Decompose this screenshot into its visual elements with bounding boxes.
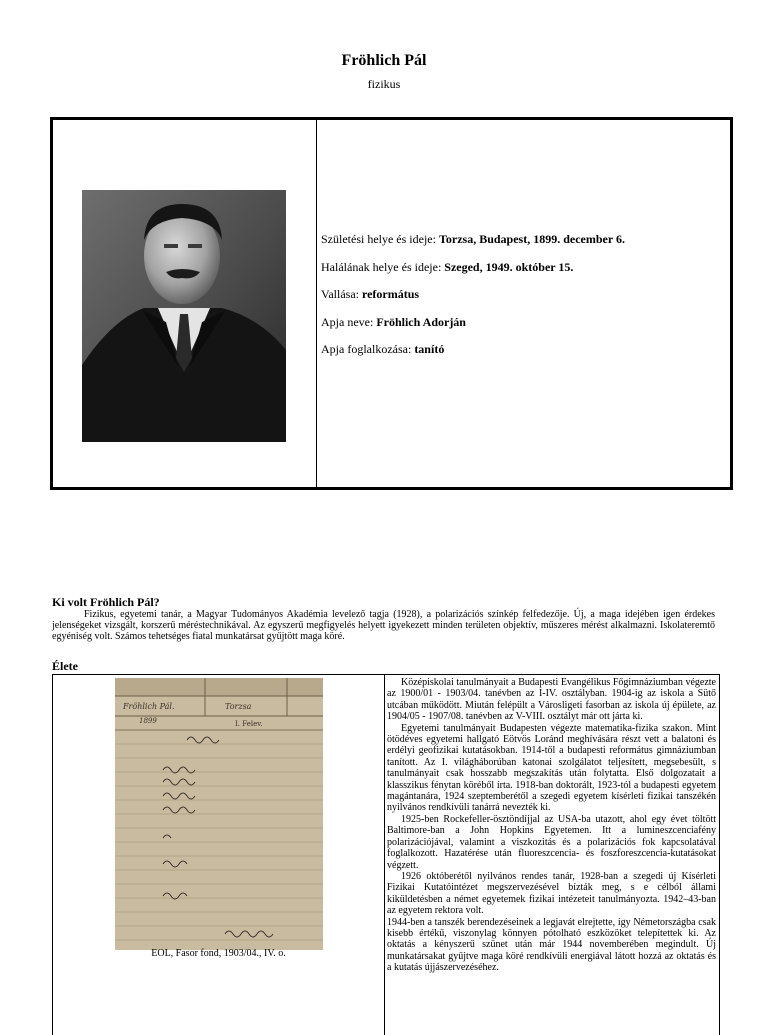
intro-heading: Ki volt Fröhlich Pál? xyxy=(52,595,160,609)
life-paragraph: Középiskolai tanulmányait a Budapesti Evangélikus Főgimnáziumban végezte az 1900/01 - 1903/04. tanévben az I-IV. osztályban. 1904-ig az iskola a Sütő utcában működött. Miután felépült a Városligeti fasorban az iskola új épülete, az 1904/05 - 1907/08. tanévben az V-VIII. osztályt már ott járta ki. xyxy=(387,677,716,723)
record-year: 1899 xyxy=(139,717,157,725)
fact-value: Szeged, 1949. október 15. xyxy=(444,259,574,274)
portrait-photo xyxy=(82,190,286,442)
record-name: Fröhlich Pál. xyxy=(123,702,175,711)
facts-list xyxy=(321,232,721,370)
fact-value: Fröhlich Adorján xyxy=(376,314,466,329)
fact-row xyxy=(321,260,721,275)
infobox xyxy=(50,117,733,490)
fact-value: tanító xyxy=(414,342,445,356)
fact-value: Torzsa, Budapest, 1899. december 6. xyxy=(438,232,625,246)
fact-row xyxy=(321,315,721,330)
fact-label: Vallása: xyxy=(321,287,359,301)
life-paragraph: 1944-ben a tanszék berendezéseinek a legjavát elrejtette, így Németországba csak kisebb értékű, viszonylag könnyen pótolható eszközöket telepítettek ki. Az oktatás a kényszerű szünet után már 1944 novemberében megindult. Új munkatársakat gyűjtve maga köré rendkívüli energiával látott hozzá az oktatás és a kutatás újjászervezéséhez. xyxy=(387,916,716,974)
page-title: Fröhlich Pál xyxy=(341,52,427,69)
record-section: I. Felev. xyxy=(235,720,263,728)
school-record-image xyxy=(115,678,323,950)
life-heading: Élete xyxy=(52,659,78,673)
intro-text: Fizikus, egyetemi tanár, a Magyar Tudományos Akadémia levelező tagja (1928), a polarizációs színkép felfedezője. Új, a maga idejében igen érdekes jelenségeket vizsgált, korszerű méréstechnikával. Az egyszerű megfigyelés helyett igyekezett minden területen objektív, műszeres mérést alkalmazni. Iskolateremtő egyéniség volt. Számos tehetséges fiatal munkatársat gyűjtött maga köré. xyxy=(52,609,715,642)
life-text xyxy=(387,677,716,974)
life-table-divider xyxy=(384,675,385,1035)
fact-row xyxy=(321,342,721,357)
page-subtitle: fizikus xyxy=(367,77,401,91)
image-caption: EOL, Fasor fond, 1903/04., IV. o. xyxy=(151,948,286,959)
fact-label: Apja foglalkozása: xyxy=(321,342,412,356)
fact-row xyxy=(321,287,721,302)
life-paragraph: Egyetemi tanulmányait Budapesten végezte matematika-fizika szakon. Mint ötödéves egyetemi hallgató Eötvös Loránd meghívására részt vett a balatoni és erdélyi geofizikai kutatásokban. 1914-től a budapesti református gimnáziumban tanított. Az I. világháborúban katonai szolgálatot teljesített, megsebesült, s tanulmányait csak hosszabb megszakítás után folytatta. Első dolgozatait a klasszikus fénytan köréből írta. 1918-ban doktorált, 1923-tól a budapesti egyetem magántanára, 1924 szeptemberétől a szegedi egyetem kísérleti fizikai tanszékén nyilvános rendkívüli tanárrá nevezték ki. xyxy=(387,722,716,814)
record-birthplace: Torzsa xyxy=(225,702,252,711)
life-table xyxy=(52,674,720,1035)
fact-value: református xyxy=(362,287,420,301)
fact-label: Apja neve: xyxy=(321,314,374,329)
infobox-divider xyxy=(316,120,317,487)
fact-row xyxy=(321,232,721,247)
fact-label: Születési helye és ideje: xyxy=(321,232,436,246)
life-paragraph: 1925-ben Rockefeller-ösztöndíjjal az USA-ba utazott, ahol egy évet töltött Baltimore-ban a John Hopkins Egyetemen. Itt a lumineszcenciafény polarizációjával, valamint a viszkozitás és a polarizációs fok kapcsolatával foglalkozott. Hazatérése után fluoreszcencia- és foszforeszcencia-kutatásokat végzett. xyxy=(387,813,716,871)
life-paragraph: 1926 októberétől nyilvános rendes tanár, 1928-ban a szegedi új Kísérleti Fizikai Kutatóintézet megszervezésével bízták meg, s e célból állami kiküldetésben a német egyetemek fizikai intézeteit tanulmányozta. 1942–43-ban az egyetem rektora volt. xyxy=(387,870,716,917)
fact-label: Halálának helye és ideje: xyxy=(321,259,442,274)
